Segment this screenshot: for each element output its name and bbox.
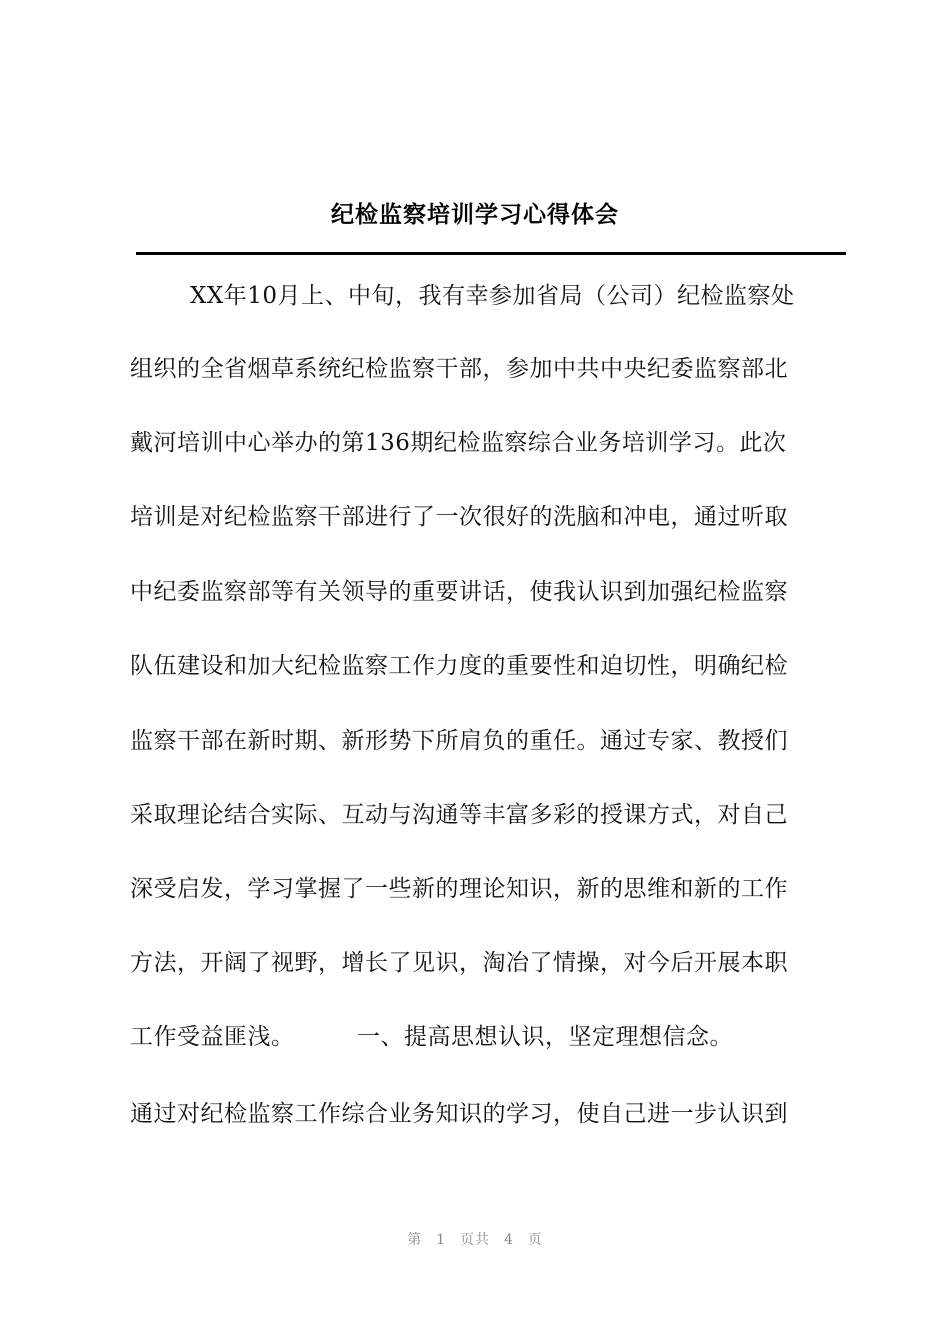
title-underline-rule [136, 252, 846, 255]
body-line-11: 工作受益匪浅。 一、提高思想认识，坚定理想信念。 [130, 1024, 733, 1050]
footer-page-number: 1 [436, 1232, 446, 1248]
footer-page-suffix: 页 [527, 1232, 543, 1248]
body-line-12: 通过对纪检监察工作综合业务知识的学习，使自己进一步认识到 [130, 1101, 788, 1127]
body-line-10: 方法，开阔了视野，增长了见识，淘冶了情操，对今后开展本职 [130, 950, 788, 976]
footer-page-middle: 页共 [460, 1232, 490, 1248]
document-title: 纪检监察培训学习心得体会 [331, 201, 619, 228]
footer-page-prefix: 第 [407, 1232, 423, 1248]
body-line-5: 中纪委监察部等有关领导的重要讲话，使我认识到加强纪检监察 [130, 579, 788, 605]
footer-page-total: 4 [504, 1232, 514, 1248]
body-line-2: 组织的全省烟草系统纪检监察干部，参加中共中央纪委监察部北 [130, 356, 788, 382]
body-line-3: 戴河培训中心举办的第136期纪检监察综合业务培训学习。此次 [130, 430, 787, 456]
body-line-1: XX年10月上、中旬，我有幸参加省局（公司）纪检监察处 [190, 283, 795, 309]
body-line-4: 培训是对纪检监察干部进行了一次很好的洗脑和冲电，通过听取 [130, 504, 788, 530]
body-line-9: 深受启发，学习掌握了一些新的理论知识，新的思维和新的工作 [130, 876, 788, 902]
page-footer [0, 1229, 950, 1249]
body-line-6: 队伍建设和加大纪检监察工作力度的重要性和迫切性，明确纪检 [130, 653, 788, 679]
body-line-8: 采取理论结合实际、互动与沟通等丰富多彩的授课方式，对自己 [130, 802, 788, 828]
body-line-7: 监察干部在新时期、新形势下所肩负的重任。通过专家、教授们 [130, 728, 788, 754]
